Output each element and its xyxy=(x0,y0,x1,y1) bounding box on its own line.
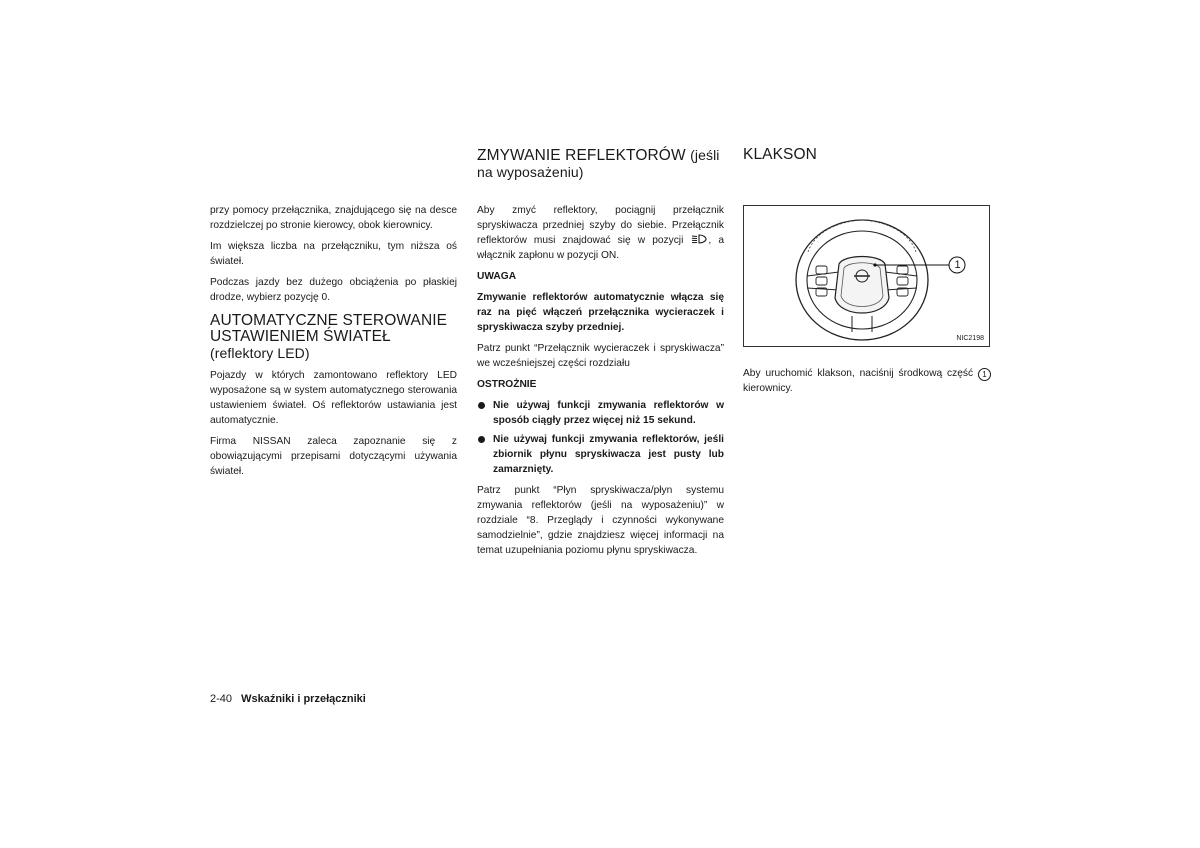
paragraph: przy pomocy przełącznika, znajdującego się na desce rozdzielczej po stronie kierowcy, obok kierownicy. xyxy=(210,205,457,231)
left-column xyxy=(210,203,457,485)
note-label: UWAGA xyxy=(477,271,517,282)
paragraph-text: kierownicy. xyxy=(743,383,793,394)
heading-sub: (reflektory LED) xyxy=(210,345,310,361)
heading-sub: (jeśli na wyposażeniu) xyxy=(477,147,720,180)
paragraph: Patrz punkt “Płyn spryskiwacza/płyn systemu zmywania reflektorów (jeśli na wyposażeniu)” w rozdziale “8. Przeglądy i czynności wykonywane samodzielnie”, gdzie znajdziesz więcej informacji na temat uzupełniania poziomu płynu spryskiwacza. xyxy=(477,485,724,556)
paragraph: Firma NISSAN zaleca zapoznanie się z obowiązującymi przepisami dotyczącymi używania świateł. xyxy=(210,436,457,477)
paragraph: Im większa liczba na przełączniku, tym niższa oś świateł. xyxy=(210,241,457,267)
callout-number: 1 xyxy=(954,259,961,271)
list-item-text: Nie używaj funkcji zmywania reflektorów, jeśli zbiornik płynu spryskiwacza jest pusty lub zamarznięty. xyxy=(493,434,724,475)
paragraph: Patrz punkt “Przełącznik wycieraczek i spryskiwacza” we wcześniejszej części rozdziału xyxy=(477,343,724,369)
note-text: Zmywanie reflektorów automatycznie włącza się raz na pięć włączeń przełącznika wycieraczek i spryskiwacza szyby przedniej. xyxy=(477,292,724,333)
section-heading-headlight-washer xyxy=(477,147,727,181)
list-item-text: Nie używaj funkcji zmywania reflektorów w sposób ciągły przez więcej niż 15 sekund. xyxy=(493,400,724,426)
bullet-icon xyxy=(478,436,485,443)
paragraph xyxy=(477,203,724,263)
caution-list xyxy=(477,398,724,477)
paragraph-text: Aby uruchomić klakson, naciśnij środkową część xyxy=(743,368,974,379)
page-footer xyxy=(210,692,366,706)
steering-wheel-icon xyxy=(744,206,989,346)
heading-main: ZMYWANIE REFLEKTORÓW xyxy=(477,147,686,164)
horn-text xyxy=(743,366,991,396)
steering-wheel-figure xyxy=(743,205,990,347)
list-item xyxy=(477,432,724,477)
bullet-icon xyxy=(478,402,485,409)
callout-reference: 1 xyxy=(978,368,991,381)
section-heading-horn: KLAKSON xyxy=(743,146,817,163)
figure-code: NIC2198 xyxy=(956,335,984,342)
heading-main: AUTOMATYCZNE STEROWANIE USTAWIENIEM ŚWIATEŁ xyxy=(210,312,448,345)
paragraph-text: , a włącznik zapłonu w pozycji ON. xyxy=(477,235,724,261)
paragraph: Pojazdy w których zamontowano reflektory LED wyposażone są w system automatycznego sterowania ustawieniem świateł. Oś reflektorów ustawiania jest automatycznie. xyxy=(210,370,457,426)
chapter-title: Wskaźniki i przełączniki xyxy=(241,693,366,705)
headlight-icon xyxy=(690,234,708,244)
paragraph-text: Aby zmyć reflektory, pociągnij przełącznik spryskiwacza przedniej szyby do siebie. Przełącznik reflektorów musi znajdować się w pozycji xyxy=(477,205,724,246)
paragraph: Podczas jazdy bez dużego obciążenia po płaskiej drodze, wybierz pozycję 0. xyxy=(210,277,457,303)
paragraph xyxy=(743,366,991,396)
page-number: 2-40 xyxy=(210,693,233,705)
section-heading-auto-leveling xyxy=(210,313,457,362)
caution-label: OSTROŻNIE xyxy=(477,379,537,390)
middle-column xyxy=(477,203,724,564)
list-item xyxy=(477,398,724,428)
